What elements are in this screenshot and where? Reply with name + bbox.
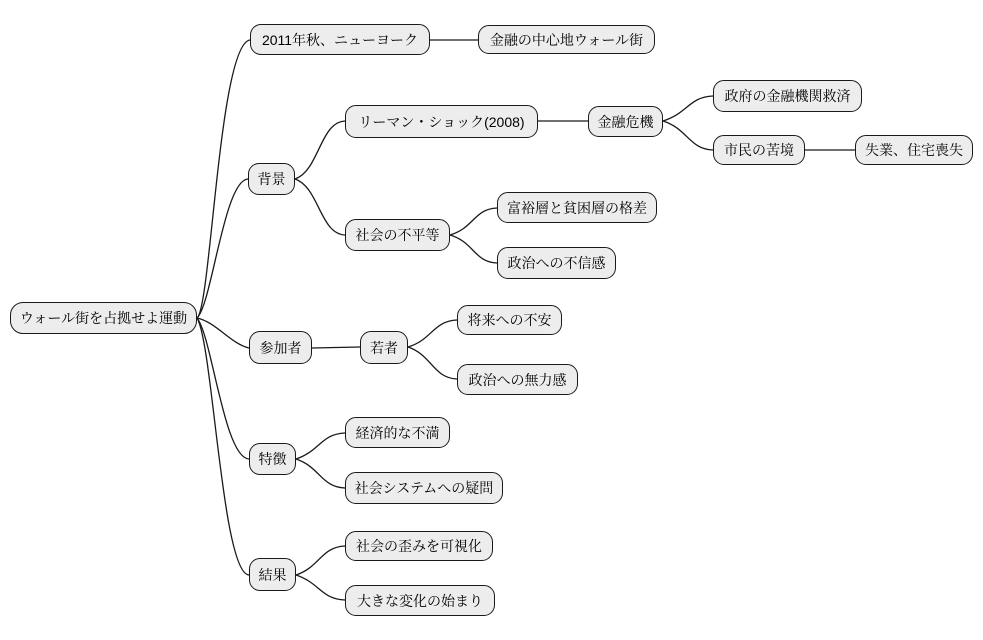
node-visualize-label: 社会の歪みを可視化 <box>356 538 482 554</box>
edge-youth-future-anxiety <box>408 320 457 347</box>
edge-features-system-doubt <box>296 459 345 488</box>
edge-root-background <box>197 179 248 318</box>
node-bailout <box>713 80 862 112</box>
edge-results-visualize <box>296 546 345 575</box>
edge-features-economic <box>296 433 345 459</box>
edge-root-results <box>197 318 249 575</box>
node-visualize <box>345 531 493 561</box>
node-wall-street-label: 金融の中心地ウォール街 <box>489 31 644 48</box>
node-wealth-gap <box>497 192 657 223</box>
node-future-anxiety-label: 将来への不安 <box>467 312 552 328</box>
node-participants-label: 参加者 <box>259 339 302 356</box>
node-wealth-gap-label: 富裕層と貧困層の格差 <box>507 199 647 216</box>
node-powerless <box>457 364 578 395</box>
node-change-label: 大きな変化の始まり <box>357 592 483 609</box>
edge-inequality-distrust <box>450 235 497 263</box>
node-financial-crisis <box>588 106 663 137</box>
node-inequality <box>345 219 450 251</box>
node-lehman-label: リーマン・ショック(2008) <box>358 113 525 130</box>
node-system-doubt-label: 社会システムへの疑問 <box>354 480 494 496</box>
node-youth <box>360 331 408 364</box>
node-job-loss-label: 失業、住宅喪失 <box>865 142 963 158</box>
edge-participants-youth <box>312 347 360 348</box>
node-time-place-label: 2011年秋、ニューヨーク <box>261 31 419 48</box>
edge-results-change <box>296 575 345 600</box>
node-powerless-label: 政治への無力感 <box>468 371 567 388</box>
node-change <box>345 585 495 616</box>
edge-background-lehman <box>295 121 345 179</box>
node-youth-label: 若者 <box>370 339 398 356</box>
node-bailout-label: 政府の金融機関救済 <box>724 88 851 104</box>
edge-youth-powerless <box>408 347 457 379</box>
edge-root-features <box>197 318 249 459</box>
node-features <box>249 443 296 475</box>
edge-inequality-wealth-gap <box>450 208 497 235</box>
node-results-label: 結果 <box>258 566 287 583</box>
node-lehman <box>345 105 538 138</box>
edge-root-time-place <box>197 40 250 318</box>
node-financial-crisis-label: 金融危機 <box>597 113 654 130</box>
node-root <box>10 302 197 334</box>
node-results <box>249 558 296 591</box>
node-inequality-label: 社会の不平等 <box>355 227 440 243</box>
node-system-doubt <box>345 472 503 504</box>
node-economic <box>345 417 450 448</box>
node-distrust-label: 政治への不信感 <box>507 255 606 271</box>
node-features-label: 特徴 <box>258 451 287 467</box>
node-economic-label: 経済的な不満 <box>355 424 440 441</box>
node-citizens-label: 市民の苦境 <box>724 142 794 158</box>
node-background-label: 背景 <box>257 171 286 187</box>
node-citizens <box>713 135 805 165</box>
node-root-label: ウォール街を占拠せよ運動 <box>19 310 188 326</box>
edge-financial-crisis-citizens <box>663 121 713 150</box>
node-time-place <box>250 24 430 55</box>
node-participants <box>249 331 312 364</box>
node-future-anxiety <box>457 305 562 335</box>
node-wall-street <box>478 25 655 54</box>
edge-financial-crisis-bailout <box>663 96 713 121</box>
node-background <box>248 163 295 195</box>
node-job-loss <box>855 135 973 165</box>
edge-background-inequality <box>295 179 345 235</box>
node-distrust <box>497 247 616 279</box>
edge-root-participants <box>197 318 249 348</box>
